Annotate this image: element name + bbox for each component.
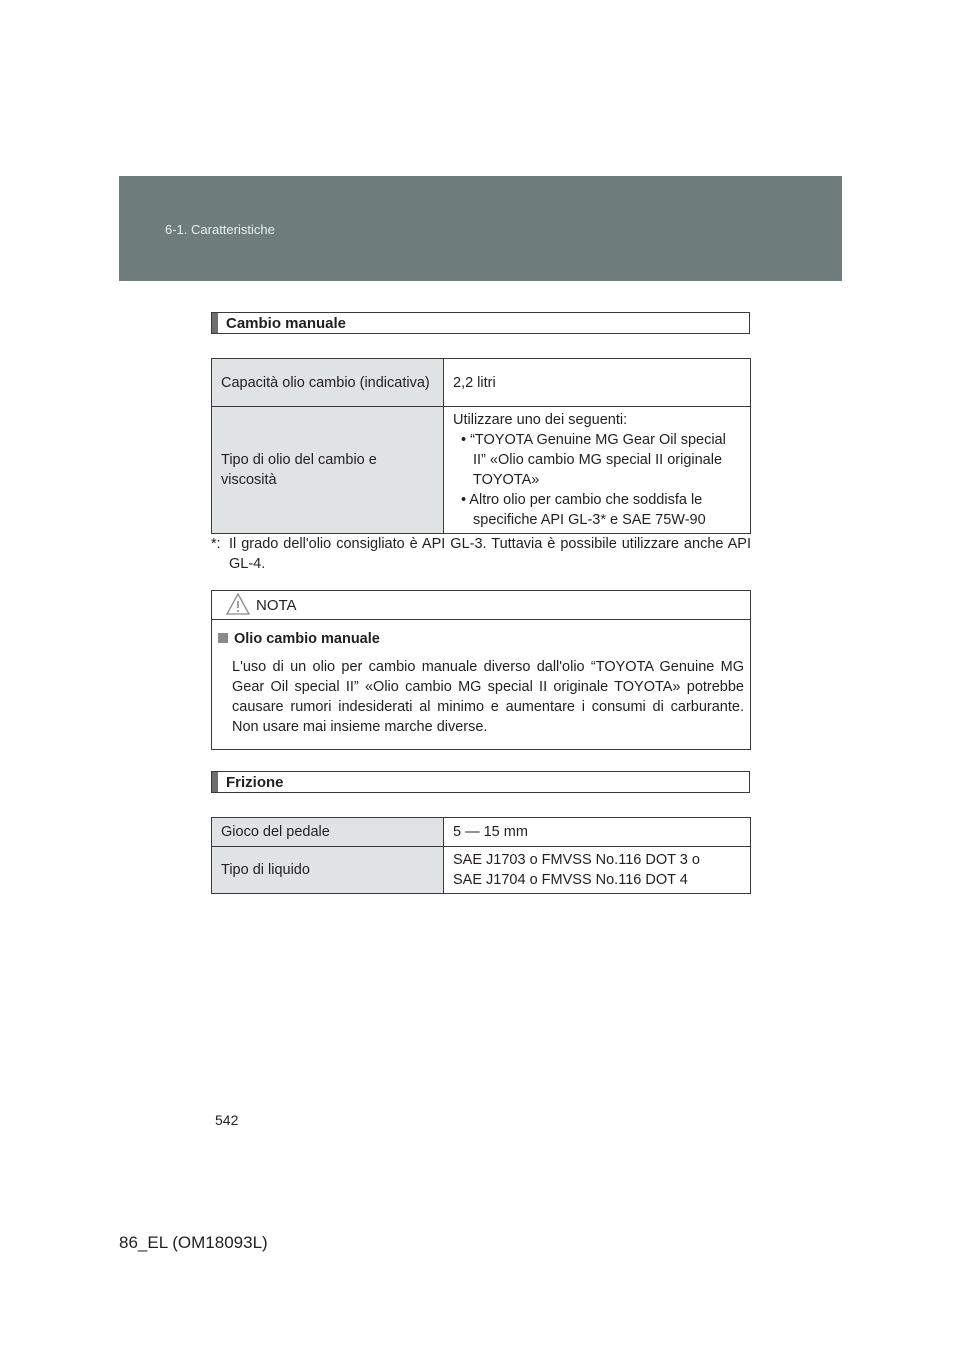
- section-breadcrumb: 6-1. Caratteristiche: [165, 222, 275, 237]
- warning-triangle-icon: [226, 593, 250, 620]
- gear-oil-option-genuine: • “TOYOTA Genuine MG Gear Oil special II” «Olio cambio MG special II originale TOYOTA»: [461, 432, 726, 488]
- clutch-title: Frizione: [226, 774, 284, 791]
- gear-oil-capacity-value: 2,2 litri: [444, 359, 751, 407]
- fluid-type-value: SAE J1703 o FMVSS No.116 DOT 3 o SAE J1704 o FMVSS No.116 DOT 4: [444, 847, 751, 894]
- clutch-heading: [211, 771, 750, 793]
- gear-oil-type-intro: Utilizzare uno dei seguenti:: [453, 412, 628, 428]
- gear-oil-type-value: [444, 407, 751, 534]
- heading-marker: [212, 772, 218, 792]
- fluid-type-label: Tipo di liquido: [212, 847, 444, 894]
- table-row: [212, 407, 751, 534]
- heading-marker: [212, 313, 218, 333]
- gear-oil-type-label: Tipo di olio del cambio e viscosità: [212, 407, 444, 534]
- clutch-table: [211, 817, 751, 894]
- note-box: [211, 590, 751, 750]
- square-bullet-icon: [218, 633, 228, 643]
- page-number: 542: [215, 1112, 239, 1128]
- manual-gearbox-title: Cambio manuale: [226, 315, 347, 332]
- note-label: NOTA: [256, 597, 297, 614]
- manual-gearbox-table: [211, 358, 751, 534]
- document-code: 86_EL (OM18093L): [119, 1233, 268, 1252]
- table-row: [212, 847, 751, 894]
- gear-oil-option-other: • Altro olio per cambio che soddisfa le specifiche API GL-3* e SAE 75W-90: [461, 492, 706, 528]
- pedal-play-label: Gioco del pedale: [212, 818, 444, 847]
- header-band: [119, 176, 842, 281]
- pedal-play-value: 5 — 15 mm: [444, 818, 751, 847]
- gear-oil-capacity-label: Capacità olio cambio (indicativa): [212, 359, 444, 407]
- footnote-mark: *:: [211, 536, 221, 552]
- note-header: [212, 591, 750, 620]
- table-row: [212, 359, 751, 407]
- table-row: [212, 818, 751, 847]
- footnote: [211, 534, 751, 574]
- note-body: L'uso di un olio per cambio manuale diverso dall'olio “TOYOTA Genuine MG Gear Oil special II” «Olio cambio MG special II originale TOYOTA» potrebbe causare rumori indesiderati al minimo e aumentare i consumi di carburante. Non usare mai insieme marche diverse.: [232, 659, 744, 735]
- note-subtitle: Olio cambio manuale: [218, 631, 380, 647]
- footnote-text: Il grado dell'olio consigliato è API GL-3. Tuttavia è possibile utilizzare anche API GL-4.: [229, 536, 751, 572]
- manual-gearbox-heading: [211, 312, 750, 334]
